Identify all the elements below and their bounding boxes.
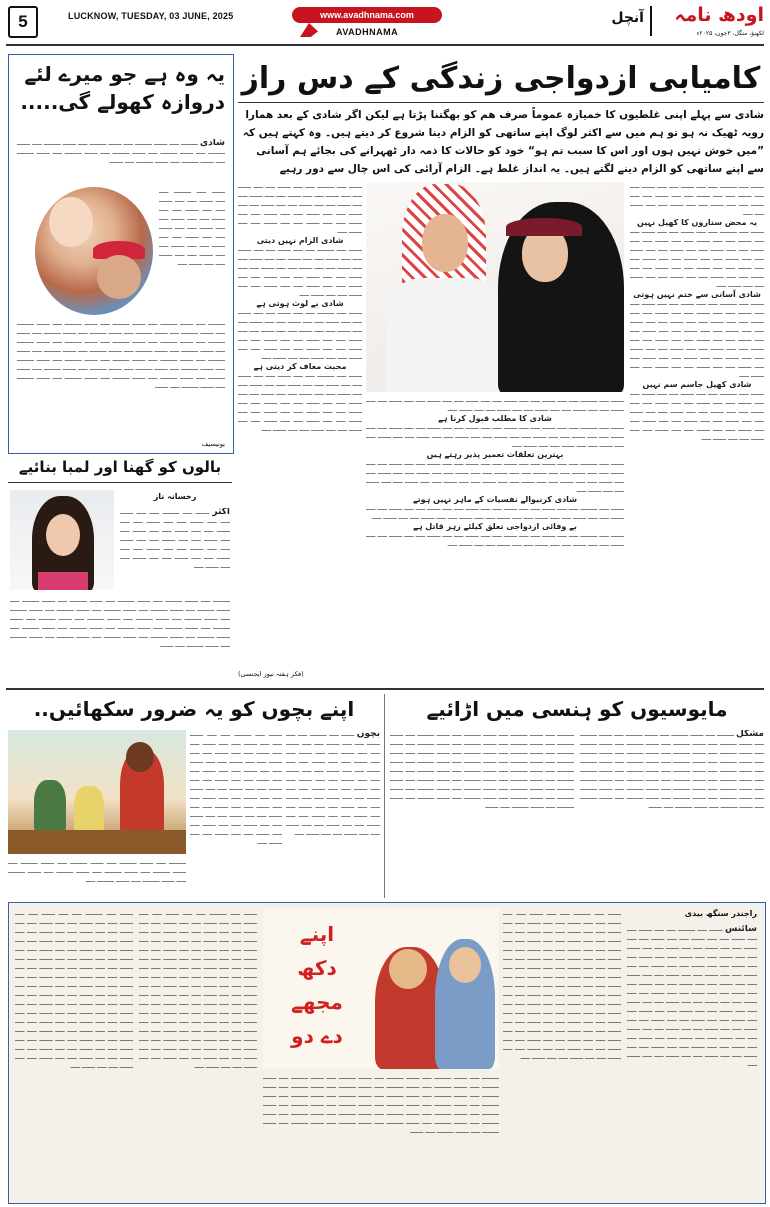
subhead-5: شادی کا مطلب قبول کرنا ہے (438, 414, 552, 423)
subhead-10: شادی کھیل جاسم سم نہیں (642, 380, 752, 389)
subhead-1: یہ محض ستاروں کا کھیل نہیں (637, 218, 757, 227)
masthead-divider (650, 6, 652, 36)
story-box (8, 902, 766, 1204)
logo-mark (300, 23, 318, 37)
brand-en: AVADHNAMA (336, 27, 399, 37)
story-title-line-4: دے دو (291, 1024, 343, 1048)
woman-face-1 (389, 949, 427, 989)
website-url: www.avadhnama.com (320, 10, 414, 20)
story-col-3: ـــــــــ ـــــ ـــــــ ـــــــــ ـــــ ـــــــ ـــــــــ ـــــ ـــــــ ـــــــــ ـــــ ـــــــ ـــــــــ ـــــ ـــــــ ـــــــــ ـــــ ـــــــ ـــــــــ ـــــ ـــــــ ـــــــــ ـــــ ـــــــ ـــــــــ ـــــ ـــــــ ـــــــــ ـــــ ـــــــ ـــــــــ ـــــ ـــــــ ـــــــــ ـــــ ـــــــ ـــــــــ ـــــ ـــــــ ـــــــــ ـــــ ـــــــ ـــــــــ ـــــ ـــــــ ـــــــــ ـــــ ـــــــ ـــــــــ ـــــ ـــــــ ـــــــــ ـــــ ـــــــ ـــــــــ ـــــ ـــــــ ـــــــــ ـــــ ـــــــ ـــــــــ ـــــ ـــــــ ـــــــــ ـــــ ـــــــ ـــــــــ ـــــ ـــــــ ـــــــــ ـــــ ـــــــ ـــــــــ ـــــ ـــــــ ـــــــــ ـــــ ـــــــ ـــــــــ ـــــ ـــــــ ـــــــــ ـــــ ـــــــ ـــــــــ ـــــ ـــــــ ـــــــــ ـــــ ـــــــ ـــــــــ ـــــ ـــــــ ـــــــــ ـــــ ـــــــ (263, 1073, 499, 1135)
child-figure-1 (34, 780, 66, 832)
hair-text-side: اکثر ـــــــ ـــــ ـــــــــ ـــــ ـــــ ـــــــ ـــــ ـــــ ـــــــ ـــــ ـــــ ـــــــ ـــــ ـــــ ـــــــ ـــــ ـــــ ـــــــ ـــــ ـــــ ـــــــ ـــــ ـــــ ـــــــ ـــــ ـــــ ـــــــ ـــــ ـــــ ـــــــ ـــــ ـــــ ـــــــ ـــــ ـــــ ـــــــ ـــــ ـــــ ـــــــ ـــــ ـــــ ـــــــ ـــــ ـــــ ـــــــ ـــــ ـــــ ـــــــ ـــــ (120, 508, 230, 570)
story-lead: سائنس (724, 925, 757, 934)
kids-col-2: بچوں ـــــــ ـــــ ـــــــــ ـــــ ـــــ ـــــــ ـــــ ـــــ ـــــــ ـــــ ـــــ ـــــــ ـــــ ـــــ ـــــــ ـــــ ـــــ ـــــــ ـــــ ـــــ ـــــــ ـــــ ـــــ ـــــــ ـــــ ـــــ ـــــــ ـــــ ـــــ ـــــــ ـــــ ـــــ ـــــــ ـــــ ـــــ ـــــــ ـــــ ـــــ ـــــــ ـــــ ـــــ ـــــــ ـــــ ـــــ ـــــــ ـــــ ـــــ ـــــــ ـــــ ـــــ ـــــــ ـــــ ـــــ ـــــــ ـــــ ـــــ ـــــــ ـــــ ـــــ ـــــــ ـــــ ـــــ ـــــــ ـــــ ـــــ ـــــــ ـــــ ـــــ ـــــــ ـــــ ـــــ ـــــــ ـــــ ـــــ ـــــــ ـــــ ـــــ ـــــــ ـــــ ـــــ ـــــــ ـــــ (286, 730, 380, 837)
subhead-7: شادی کرنیوالے نفسیات کے ماہر نہیں ہوتے (412, 495, 578, 504)
kids-photo (8, 730, 186, 854)
left-feature-box (8, 54, 234, 454)
story-title (267, 917, 367, 1053)
woman-face-2 (449, 947, 481, 983)
laugh-lead: مشکل (736, 730, 764, 739)
mother-head (126, 742, 154, 772)
man-robe (386, 278, 506, 392)
masthead: اودھ نامہ (674, 4, 764, 26)
hair-text-bottom: ـــــــــ ـــــ ـــــــ ـــــــــ ـــــ ـــــــ ـــــــــ ـــــ ـــــــ ـــــــــ ـــــ ـــــــ ـــــــــ ـــــ ـــــــ ـــــــــ ـــــ ـــــــ ـــــــــ ـــــ ـــــــ ـــــــــ ـــــ ـــــــ ـــــــــ ـــــ ـــــــ ـــــــــ ـــــ ـــــــ ـــــــــ ـــــ ـــــــ ـــــــــ ـــــ ـــــــ ـــــــــ ـــــ ـــــــ ـــــــــ ـــــ ـــــــ ـــــــــ ـــــ ـــــــ ـــــــــ ـــــ ـــــــ ـــــــــ ـــــ ـــــــ ـــــــــ ـــــ ـــــــ ـــــــــ ـــــ ـــــــ ـــــــــ ـــــ ـــــــ ـــــــــ ـــــ ـــــــ ـــــــــ ـــــ ـــــــ ـــــــــ ـــــ ـــــــ ـــــــــ ـــــ ـــــــ ـــــــــ ـــــ ـــــــ (10, 596, 230, 649)
hair-headline-rule (8, 482, 232, 483)
kids-lead: بچوں (356, 730, 380, 739)
main-headline-rule (238, 102, 764, 103)
page-header (0, 0, 770, 48)
left-box-text-bottom: ـــــــــ ـــــ ـــــــ ـــــــــ ـــــ ـــــــ ـــــــــ ـــــ ـــــــ ـــــــــ ـــــ ـــــــ ـــــــــ ـــــ ـــــــ ـــــــــ ـــــ ـــــــ ـــــــــ ـــــ ـــــــ ـــــــــ ـــــ ـــــــ ـــــــــ ـــــ ـــــــ ـــــــــ ـــــ ـــــــ ـــــــــ ـــــ ـــــــ ـــــــــ ـــــ ـــــــ ـــــــــ ـــــ ـــــــ ـــــــــ ـــــ ـــــــ ـــــــــ ـــــ ـــــــ ـــــــــ ـــــ ـــــــ ـــــــــ ـــــ ـــــــ ـــــــــ ـــــ ـــــــ ـــــــــ ـــــ ـــــــ ـــــــــ ـــــ ـــــــ ـــــــــ ـــــ ـــــــ ـــــــــ ـــــ ـــــــ ـــــــــ ـــــ ـــــــ ـــــــــ ـــــ ـــــــ ـــــــــ ـــــ ـــــــ ـــــــــ ـــــ ـــــــ ـــــــــ ـــــ ـــــــ ـــــــــ ـــــ ـــــــ ـــــــــ ـــــ ـــــــ ـــــــــ ـــــ ـــــــ ـــــــــ ـــــ ـــــــ ـــــــــ ـــــ ـــــــ ـــــــــ ـــــ ـــــــ (17, 319, 225, 390)
date-line: LUCKNOW, TUESDAY, 03 JUNE, 2025 (68, 11, 234, 21)
story-author: راجندر سنگھ بیدی (684, 909, 757, 918)
story-col-1: سائنس ـــــــ ـــــ ـــــــــ ـــــ ـــــ ـــــــ ـــــ ـــــ ـــــــ ـــــ ـــــ ـــــــ ـــــ ـــــ ـــــــ ـــــ ـــــ ـــــــ ـــــ ـــــ ـــــــ ـــــ ـــــ ـــــــ ـــــ ـــــ ـــــــ ـــــ ـــــ ـــــــ ـــــ ـــــ ـــــــ ـــــ ـــــ ـــــــ ـــــ ـــــ ـــــــ ـــــ ـــــ ـــــــ ـــــ ـــــ ـــــــ ـــــ ـــــ ـــــــ ـــــ ـــــ ـــــــ ـــــ ـــــ ـــــــ ـــــ ـــــ ـــــــ ـــــ ـــــ ـــــــ ـــــ ـــــ ـــــــ ـــــ ـــــ ـــــــ ـــــ ـــــ ـــــــ ـــــ ـــــ ـــــــ ـــــ ـــــ ـــــــ ـــــ ـــــ ـــــــ ـــــ ـــــ ـــــــ ـــــ ـــــ ـــــــ ـــــ ـــــ ـــــــ ـــــ ـــــ ـــــــ ـــــ ـــــ ـــــــ ـــــ ـــــ ـــــــ ـــــ ـــــ ـــــــ ـــــ ـــــ ـــــــ ـــــ ـــــ ـــــــ ـــــ ـــــ ـــــــ ـــــ ـــــ ـــــــ ـــــ ـــــ ـــــــ ـــــ ـــــ ـــــــ ـــــ ـــــ ـــــــ ـــــ ـــــ ـــــــ ـــــ ـــــ ـــــــ ـــــ ـــــ ـــــــ ـــــ ـــــ ـــــــ ـــــ ـــــ ـــــــ ـــــ ـــــ ـــــــ ـــــ ـــــ ـــــــ ـــــ ـــــ ـــــــ ـــــ ـــــ ـــــــ ـــــ (627, 925, 757, 1068)
left-box-lead: شادی (199, 139, 225, 148)
page-number-badge (8, 6, 38, 38)
story-title-line-1: اپنے (299, 922, 335, 946)
left-box-closing: یونیسیف (201, 440, 225, 448)
child-figure-2 (74, 786, 104, 832)
subhead-6: بہترین تعلقات تعمیر پذیر رہتے ہیں (426, 450, 564, 459)
couple-photo (366, 182, 624, 392)
left-box-headline-1: یہ وہ ہے جو میرے لئے (24, 62, 225, 86)
kids-col-1: ـــــــ ـــــ ـــــــــ ـــــ ـــــ ـــــــ ـــــ ـــــ ـــــــ ـــــ ـــــ ـــــــ ـــــ ـــــ ـــــــ ـــــ ـــــ ـــــــ ـــــ ـــــ ـــــــ ـــــ ـــــ ـــــــ ـــــ ـــــ ـــــــ ـــــ ـــــ ـــــــ ـــــ ـــــ ـــــــ ـــــ ـــــ ـــــــ ـــــ ـــــ ـــــــ ـــــ ـــــ ـــــــ ـــــ ـــــ ـــــــ ـــــ ـــــ ـــــــ ـــــ ـــــ ـــــــ ـــــ ـــــ ـــــــ ـــــ ـــــ ـــــــ ـــــ ـــــ ـــــــ ـــــ ـــــ ـــــــ ـــــ ـــــ ـــــــ ـــــ ـــــ ـــــــ ـــــ ـــــ ـــــــ ـــــ ـــــ ـــــــ ـــــ ـــــ ـــــــ ـــــ ـــــ ـــــــ ـــــ ـــــ ـــــــ ـــــ (190, 730, 282, 846)
story-col-4: ـــــــ ـــــ ـــــــــ ـــــ ـــــ ـــــــ ـــــ ـــــ ـــــــ ـــــ ـــــ ـــــــ ـــــ ـــــ ـــــــ ـــــ ـــــ ـــــــ ـــــ ـــــ ـــــــ ـــــ ـــــ ـــــــ ـــــ ـــــ ـــــــ ـــــ ـــــ ـــــــ ـــــ ـــــ ـــــــ ـــــ ـــــ ـــــــ ـــــ ـــــ ـــــــ ـــــ ـــــ ـــــــ ـــــ ـــــ ـــــــ ـــــ ـــــ ـــــــ ـــــ ـــــ ـــــــ ـــــ ـــــ ـــــــ ـــــ ـــــ ـــــــ ـــــ ـــــ ـــــــ ـــــ ـــــ ـــــــ ـــــ ـــــ ـــــــ ـــــ ـــــ ـــــــ ـــــ ـــــ ـــــــ ـــــ ـــــ ـــــــ ـــــ ـــــ ـــــــ ـــــ ـــــ ـــــــ ـــــ ـــــ ـــــــ ـــــ ـــــ ـــــــ ـــــ ـــــ ـــــــ ـــــ ـــــ ـــــــ ـــــ ـــــ ـــــــ ـــــ ـــــ ـــــــ ـــــ ـــــ ـــــــ ـــــ ـــــ ـــــــ ـــــ ـــــ ـــــــ ـــــ ـــــ ـــــــ ـــــ ـــــ ـــــــ ـــــ ـــــ ـــــــ ـــــ ـــــ ـــــــ ـــــ ـــــ ـــــــ ـــــ ـــــ ـــــــ ـــــ ـــــ ـــــــ ـــــ ـــــ ـــــــ ـــــ ـــــ ـــــــ ـــــ ـــــ ـــــــ ـــــ ـــــ ـــــــ ـــــ ـــــ ـــــــ ـــــ ـــــ ـــــــ ـــــ ـــــ ـــــــ ـــــ ـــــ ـــــــ ـــــ ـــــ ـــــــ ـــــ (139, 909, 257, 1070)
laugh-headline: مایوسیوں کو ہنسی میں اڑائیے (426, 697, 728, 721)
main-byline: (فکر ہفتہ نیوز ایجنسی) (238, 670, 304, 678)
section-name: آنچل (611, 10, 644, 26)
website-banner[interactable] (292, 7, 442, 23)
left-box-text-side: ـــــــ ـــــ ـــــــــ ـــــ ـــــ ـــــــ ـــــ ـــــ ـــــــ ـــــ ـــــ ـــــــ ـــــ ـــــ ـــــــ ـــــ ـــــ ـــــــ ـــــ ـــــ ـــــــ ـــــ ـــــ ـــــــ ـــــ ـــــ ـــــــ ـــــ ـــــ ـــــــ ـــــ ـــــ ـــــــ ـــــ ـــــ ـــــــ ـــــ ـــــ ـــــــ ـــــ ـــــ ـــــــ ـــــ (159, 187, 225, 267)
child-face (49, 197, 93, 247)
main-headline: کامیابی ازدواجی زندگی کے دس راز (241, 61, 761, 96)
left-box-text-top: شادی ـــــــــ ـــــ ـــــــ ـــــــــ ـــــ ـــــــ ـــــــــ ـــــ ـــــــ ـــــــــ ـــــ ـــــــ ـــــــــ ـــــ ـــــــ ـــــــــ ـــــ ـــــــ ـــــــــ ـــــ ـــــــ ـــــــــ ـــــ ـــــــ ـــــــــ ـــــ ـــــــ ـــــــــ ـــــ ـــــــ ـــــــــ ـــــ ـــــــ (17, 139, 225, 165)
laugh-col-left: ـــــــــ ـــــ ـــــــ ـــــــــ ـــــ ـــــــ ـــــــــ ـــــ ـــــــ ـــــــــ ـــــ ـــــــ ـــــــــ ـــــ ـــــــ ـــــــــ ـــــ ـــــــ ـــــــــ ـــــ ـــــــ ـــــــــ ـــــ ـــــــ ـــــــــ ـــــ ـــــــ ـــــــــ ـــــ ـــــــ ـــــــــ ـــــ ـــــــ ـــــــــ ـــــ ـــــــ ـــــــــ ـــــ ـــــــ ـــــــــ ـــــ ـــــــ ـــــــــ ـــــ ـــــــ ـــــــــ ـــــ ـــــــ ـــــــــ ـــــ ـــــــ ـــــــــ ـــــ ـــــــ ـــــــــ ـــــ ـــــــ ـــــــــ ـــــ ـــــــ ـــــــــ ـــــ ـــــــ ـــــــــ ـــــ ـــــــ ـــــــــ ـــــ ـــــــ ـــــــــ ـــــ ـــــــ ـــــــــ ـــــ ـــــــ ـــــــــ ـــــ ـــــــ ـــــــــ ـــــ ـــــــ ـــــــــ ـــــ ـــــــ ـــــــــ ـــــ ـــــــ ـــــــــ ـــــ ـــــــ ـــــــــ ـــــ ـــــــ ـــــــــ ـــــ ـــــــ ـــــــــ ـــــ ـــــــ ـــــــــ ـــــ ـــــــ (390, 730, 574, 810)
subhead-9: شادی آسانی سے ختم نہیں ہوتی (633, 290, 761, 299)
subhead-8: بے وفائی ازدواجی تعلق کیلئے زہر قاتل ہے (413, 522, 577, 531)
hair-article (8, 458, 232, 680)
kids-text-under-photo: ـــــــــ ـــــ ـــــــ ـــــــــ ـــــ ـــــــ ـــــــــ ـــــ ـــــــ ـــــــــ ـــــ ـــــــ ـــــــــ ـــــ ـــــــ ـــــــــ ـــــ ـــــــ ـــــــــ ـــــ ـــــــ ـــــــــ ـــــ ـــــــ ـــــــــ ـــــ ـــــــ ـــــــــ ـــــ (8, 858, 186, 884)
kids-headline: اپنے بچوں کو یہ ضرور سکھائیں.. (33, 697, 355, 721)
hair-byline: رخسانہ ناز (153, 492, 197, 501)
man-face-main (422, 214, 468, 272)
story-title-line-3: مجھے (291, 990, 343, 1014)
header-rule (6, 44, 764, 46)
main-col-left: ـــــــ ـــــ ـــــــــ ـــــ ـــــ ـــــــ ـــــ ـــــ ـــــــ ـــــ ـــــ ـــــــ ـــــ ـــــ ـــــــ ـــــ ـــــ ـــــــ ـــــ ـــــ ـــــــ ـــــ ـــــ ـــــــ ـــــ ـــــ ـــــــ ـــــ ـــــ ـــــــ ـــــ ـــــ ـــــــ ـــــ ـــــ ـــــــ ـــــ ـــــ ـــــــ ـــــ ـــــ ـــــــ ـــــ ـــــ ـــــــ ـــــ ـــــ ـــــــ ـــــ شادی الزام نہیں دیتی ـــــــ ـــــ ـــــــــ ـــــ ـــــ ـــــــ ـــــ ـــــ ـــــــ ـــــ ـــــ ـــــــ ـــــ ـــــ ـــــــ ـــــ ـــــ ـــــــ ـــــ ـــــ ـــــــ ـــــ ـــــ ـــــــ ـــــ ـــــ ـــــــ ـــــ ـــــ ـــــــ ـــــ ـــــ ـــــــ ـــــ ـــــ ـــــــ ـــــ ـــــ ـــــــ ـــــ ـــــ ـــــــ ـــــ ـــــ ـــــــ ـــــ ـــــ ـــــــ ـــــ ـــــ ـــــــ ـــــ شادی بے لوث ہوتی ہے ـــــــ ـــــ ـــــــــ ـــــ ـــــ ـــــــ ـــــ ـــــ ـــــــ ـــــ ـــــ ـــــــ ـــــ ـــــ ـــــــ ـــــ ـــــ ـــــــ ـــــ ـــــ ـــــــ ـــــ ـــــ ـــــــ ـــــ ـــــ ـــــــ ـــــ ـــــ ـــــــ ـــــ ـــــ ـــــــ ـــــ ـــــ ـــــــ ـــــ ـــــ ـــــــ ـــــ ـــــ ـــــــ ـــــ ـــــ ـــــــ ـــــ ـــــ ـــــــ ـــــ ـــــ ـــــــ ـــــ ـــــ ـــــــ ـــــ محبت معاف کر دیتی ہے ـــــــ ـــــ ـــــــــ ـــــ ـــــ ـــــــ ـــــ ـــــ ـــــــ ـــــ ـــــ ـــــــ ـــــ ـــــ ـــــــ ـــــ ـــــ ـــــــ ـــــ ـــــ ـــــــ ـــــ ـــــ ـــــــ ـــــ ـــــ ـــــــ ـــــ ـــــ ـــــــ ـــــ ـــــ ـــــــ ـــــ ـــــ ـــــــ ـــــ ـــــ ـــــــ ـــــ ـــــ ـــــــ ـــــ ـــــ ـــــــ ـــــ ـــــ ـــــــ ـــــ ـــــ ـــــــ ـــــ ـــــ ـــــــ ـــــ ـــــ ـــــــ ـــــ ـــــ ـــــــ ـــــ ـــــ ـــــــ ـــــ (238, 182, 362, 433)
story-col-5: ـــــــ ـــــ ـــــــــ ـــــ ـــــ ـــــــ ـــــ ـــــ ـــــــ ـــــ ـــــ ـــــــ ـــــ ـــــ ـــــــ ـــــ ـــــ ـــــــ ـــــ ـــــ ـــــــ ـــــ ـــــ ـــــــ ـــــ ـــــ ـــــــ ـــــ ـــــ ـــــــ ـــــ ـــــ ـــــــ ـــــ ـــــ ـــــــ ـــــ ـــــ ـــــــ ـــــ ـــــ ـــــــ ـــــ ـــــ ـــــــ ـــــ ـــــ ـــــــ ـــــ ـــــ ـــــــ ـــــ ـــــ ـــــــ ـــــ ـــــ ـــــــ ـــــ ـــــ ـــــــ ـــــ ـــــ ـــــــ ـــــ ـــــ ـــــــ ـــــ ـــــ ـــــــ ـــــ ـــــ ـــــــ ـــــ ـــــ ـــــــ ـــــ ـــــ ـــــــ ـــــ ـــــ ـــــــ ـــــ ـــــ ـــــــ ـــــ ـــــ ـــــــ ـــــ ـــــ ـــــــ ـــــ ـــــ ـــــــ ـــــ ـــــ ـــــــ ـــــ ـــــ ـــــــ ـــــ ـــــ ـــــــ ـــــ ـــــ ـــــــ ـــــ ـــــ ـــــــ ـــــ ـــــ ـــــــ ـــــ ـــــ ـــــــ ـــــ ـــــ ـــــــ ـــــ ـــــ ـــــــ ـــــ ـــــ ـــــــ ـــــ ـــــ ـــــــ ـــــ ـــــ ـــــــ ـــــ ـــــ ـــــــ ـــــ ـــــ ـــــــ ـــــ ـــــ ـــــــ ـــــ ـــــ ـــــــ ـــــ ـــــ ـــــــ ـــــ ـــــ ـــــــ ـــــ ـــــ ـــــــ ـــــ ـــــ ـــــــ ـــــ ـــــ ـــــــ ـــــ (15, 909, 133, 1070)
masthead-sub: لکھنؤ، منگل، ۳جون، ۲۰۲۵ء (696, 30, 764, 37)
column-divider (384, 694, 385, 898)
story-title-line-2: دکھ (297, 956, 337, 980)
story-col-2: ـــــــ ـــــ ـــــــــ ـــــ ـــــ ـــــــ ـــــ ـــــ ـــــــ ـــــ ـــــ ـــــــ ـــــ ـــــ ـــــــ ـــــ ـــــ ـــــــ ـــــ ـــــ ـــــــ ـــــ ـــــ ـــــــ ـــــ ـــــ ـــــــ ـــــ ـــــ ـــــــ ـــــ ـــــ ـــــــ ـــــ ـــــ ـــــــ ـــــ ـــــ ـــــــ ـــــ ـــــ ـــــــ ـــــ ـــــ ـــــــ ـــــ ـــــ ـــــــ ـــــ ـــــ ـــــــ ـــــ ـــــ ـــــــ ـــــ ـــــ ـــــــ ـــــ ـــــ ـــــــ ـــــ ـــــ ـــــــ ـــــ ـــــ ـــــــ ـــــ ـــــ ـــــــ ـــــ ـــــ ـــــــ ـــــ ـــــ ـــــــ ـــــ ـــــ ـــــــ ـــــ ـــــ ـــــــ ـــــ ـــــ ـــــــ ـــــ ـــــ ـــــــ ـــــ ـــــ ـــــــ ـــــ ـــــ ـــــــ ـــــ ـــــ ـــــــ ـــــ ـــــ ـــــــ ـــــ ـــــ ـــــــ ـــــ ـــــ ـــــــ ـــــ ـــــ ـــــــ ـــــ ـــــ ـــــــ ـــــ ـــــ ـــــــ ـــــ ـــــ ـــــــ ـــــ ـــــ ـــــــ ـــــ ـــــ ـــــــ ـــــ ـــــ ـــــــ ـــــ ـــــ ـــــــ ـــــ ـــــ ـــــــ ـــــ ـــــ ـــــــ ـــــ ـــــ ـــــــ ـــــ ـــــ ـــــــ ـــــ ـــــ ـــــــ ـــــ ـــــ ـــــــ ـــــ ـــــ ـــــــ ـــــ (503, 909, 621, 1061)
subhead-2: شادی الزام نہیں دیتی (256, 236, 344, 245)
section-rule-1 (6, 688, 764, 690)
left-box-photo (35, 187, 153, 315)
subhead-4: محبت معاف کر دیتی ہے (253, 362, 347, 371)
left-box-headline-2: دروازہ کھولے گی..... (20, 90, 225, 114)
kitchen-table (8, 830, 186, 854)
subhead-3: شادی بے لوث ہوتی ہے (256, 299, 344, 308)
man-face (97, 255, 141, 299)
main-col-right: ـــــــ ـــــ ـــــــــ ـــــ ـــــ ـــــــ ـــــ ـــــ ـــــــ ـــــ ـــــ ـــــــ ـــــ ـــــ ـــــــ ـــــ ـــــ ـــــــ ـــــ ـــــ ـــــــ ـــــ ـــــ ـــــــ ـــــ ـــــ ـــــــ ـــــ ـــــ ـــــــ ـــــ ـــــ یہ محض ستاروں کا کھیل نہیں ـــــــ ـــــ ـــــــــ ـــــ ـــــ ـــــــ ـــــ ـــــ ـــــــ ـــــ ـــــ ـــــــ ـــــ ـــــ ـــــــ ـــــ ـــــ ـــــــ ـــــ ـــــ ـــــــ ـــــ ـــــ ـــــــ ـــــ ـــــ ـــــــ ـــــ ـــــ ـــــــ ـــــ ـــــ ـــــــ ـــــ ـــــ ـــــــ ـــــ ـــــ ـــــــ ـــــ ـــــ ـــــــ ـــــ ـــــ ـــــــ ـــــ ـــــ ـــــــ ـــــ ـــــ ـــــــ ـــــ ـــــ ـــــــ ـــــ ـــــ ـــــــ ـــــ ـــــ ـــــــ ـــــ ـــــ ـــــــ ـــــ شادی آسانی سے ختم نہیں ہوتی ـــــــ ـــــ ـــــــــ ـــــ ـــــ ـــــــ ـــــ ـــــ ـــــــ ـــــ ـــــ ـــــــ ـــــ ـــــ ـــــــ ـــــ ـــــ ـــــــ ـــــ ـــــ ـــــــ ـــــ ـــــ ـــــــ ـــــ ـــــ ـــــــ ـــــ ـــــ ـــــــ ـــــ ـــــ ـــــــ ـــــ ـــــ ـــــــ ـــــ ـــــ ـــــــ ـــــ ـــــ ـــــــ ـــــ ـــــ ـــــــ ـــــ ـــــ ـــــــ ـــــ ـــــ ـــــــ ـــــ ـــــ ـــــــ ـــــ ـــــ ـــــــ ـــــ ـــــ ـــــــ ـــــ ـــــ ـــــــ ـــــ ـــــ ـــــــ ـــــ ـــــ ـــــــ ـــــ ـــــ ـــــــ ـــــ ـــــ ـــــــ ـــــ ـــــ ـــــــ ـــــ ـــــ ـــــــ ـــــ شادی کھیل جاسم سم نہیں ـــــــ ـــــ ـــــــــ ـــــ ـــــ ـــــــ ـــــ ـــــ ـــــــ ـــــ ـــــ ـــــــ ـــــ ـــــ ـــــــ ـــــ ـــــ ـــــــ ـــــ ـــــ ـــــــ ـــــ ـــــ ـــــــ ـــــ ـــــ ـــــــ ـــــ ـــــ ـــــــ ـــــ ـــــ ـــــــ ـــــ ـــــ ـــــــ ـــــ ـــــ ـــــــ ـــــ ـــــ ـــــــ ـــــ ـــــ ـــــــ ـــــ ـــــ ـــــــ ـــــ ـــــ ـــــــ ـــــ ـــــ ـــــــ ـــــ (630, 182, 764, 442)
woman-scarf (506, 218, 582, 236)
laugh-col-right: مشکل ـــــــــ ـــــ ـــــــ ـــــــــ ـــــ ـــــــ ـــــــــ ـــــ ـــــــ ـــــــــ ـــــ ـــــــ ـــــــــ ـــــ ـــــــ ـــــــــ ـــــ ـــــــ ـــــــــ ـــــ ـــــــ ـــــــــ ـــــ ـــــــ ـــــــــ ـــــ ـــــــ ـــــــــ ـــــ ـــــــ ـــــــــ ـــــ ـــــــ ـــــــــ ـــــ ـــــــ ـــــــــ ـــــ ـــــــ ـــــــــ ـــــ ـــــــ ـــــــــ ـــــ ـــــــ ـــــــــ ـــــ ـــــــ ـــــــــ ـــــ ـــــــ ـــــــــ ـــــ ـــــــ ـــــــــ ـــــ ـــــــ ـــــــــ ـــــ ـــــــ ـــــــــ ـــــ ـــــــ ـــــــــ ـــــ ـــــــ ـــــــــ ـــــ ـــــــ ـــــــــ ـــــ ـــــــ ـــــــــ ـــــ ـــــــ ـــــــــ ـــــ ـــــــ ـــــــــ ـــــ ـــــــ ـــــــــ ـــــ ـــــــ ـــــــــ ـــــ ـــــــ ـــــــــ ـــــ ـــــــ ـــــــــ ـــــ ـــــــ ـــــــــ ـــــ ـــــــ ـــــــــ ـــــ ـــــــ ـــــــــ ـــــ ـــــــ (580, 730, 764, 810)
hair-headline: بالوں کو گھنا اور لمبا بنائیے (18, 458, 222, 476)
hair-lead: اکثر (212, 508, 230, 517)
hair-photo (10, 490, 114, 590)
woman-face (46, 514, 80, 556)
woman-top (38, 572, 88, 590)
main-intro: شادی سے پہلے اپنی غلطیوں کا خمیازہ عموماً صرف ھم کو بھگتنا پڑتا ہے لیکن اگر شادی کے بعد ھمارا رویہ ٹھیک نہ ہو تو ہم میں سے اکثر لوگ اپنے ساتھی کو الزام دینا شروع کر دیتے ہیں۔ وہ کہتے ہیں کہ ”میں خوش نہیں ہوں اور اس کا سبب تم ہو“ خود کو حالات کا ذمہ دار ٹھہرانے کی بجائے ہم آسانی سے اپنے ساتھی کو الزام دینے لگتے ہیں۔ یہ انداز غلط ہے۔ الزام آرائی کی اس چال سے دور رہیے (242, 109, 764, 175)
main-col-center: ـــــــ ـــــ ـــــــــ ـــــ ـــــ ـــــــ ـــــ ـــــ ـــــــ ـــــ ـــــ ـــــــ ـــــ ـــــ ـــــــ ـــــ ـــــ ـــــــ ـــــ ـــــ ـــــــ ـــــ ـــــ ـــــــ ـــــ ـــــ ـــــــ ـــــ ـــــ ـــــــ ـــــ ـــــ ـــــــ ـــــ شادی کا مطلب قبول کرنا ہے ـــــــ ـــــ ـــــــــ ـــــ ـــــ ـــــــ ـــــ ـــــ ـــــــ ـــــ ـــــ ـــــــ ـــــ ـــــ ـــــــ ـــــ ـــــ ـــــــ ـــــ ـــــ ـــــــ ـــــ ـــــ ـــــــ ـــــ ـــــ ـــــــ ـــــ ـــــ ـــــــ ـــــ ـــــ ـــــــ ـــــ ـــــ ـــــــ ـــــ ـــــ ـــــــ ـــــ ـــــ ـــــــ ـــــ ـــــ ـــــــ ـــــ ـــــ ـــــــ ـــــ بہترین تعلقات تعمیر پذیر رہتے ہیں ـــــــ ـــــ ـــــــــ ـــــ ـــــ ـــــــ ـــــ ـــــ ـــــــ ـــــ ـــــ ـــــــ ـــــ ـــــ ـــــــ ـــــ ـــــ ـــــــ ـــــ ـــــ ـــــــ ـــــ ـــــ ـــــــ ـــــ ـــــ ـــــــ ـــــ ـــــ ـــــــ ـــــ ـــــ ـــــــ ـــــ ـــــ ـــــــ ـــــ ـــــ ـــــــ ـــــ ـــــ ـــــــ ـــــ ـــــ ـــــــ ـــــ ـــــ ـــــــ ـــــ ـــــ ـــــــ ـــــ ـــــ ـــــــ ـــــ ـــــ ـــــــ ـــــ ـــــ ـــــــ ـــــ ـــــ ـــــــ ـــــ شادی کرنیوالے نفسیات کے ماہر نہیں ہوتے ـــــــ ـــــ ـــــــــ ـــــ ـــــ ـــــــ ـــــ ـــــ ـــــــ ـــــ ـــــ ـــــــ ـــــ ـــــ ـــــــ ـــــ ـــــ ـــــــ ـــــ ـــــ ـــــــ ـــــ ـــــ ـــــــ ـــــ ـــــ ـــــــ ـــــ ـــــ ـــــــ ـــــ ـــــ ـــــــ ـــــ ـــــ ـــــــ ـــــ ـــــ ـــــــ ـــــ بے وفائی ازدواجی تعلق کیلئے زہر قاتل ہے ـــــــ ـــــ ـــــــــ ـــــ ـــــ ـــــــ ـــــ ـــــ ـــــــ ـــــ ـــــ ـــــــ ـــــ ـــــ ـــــــ ـــــ ـــــ ـــــــ ـــــ ـــــ ـــــــ ـــــ ـــــ ـــــــ ـــــ ـــــ ـــــــ ـــــ ـــــ ـــــــ ـــــ ـــــ ـــــــ ـــــ (366, 396, 624, 548)
page-number: 5 (18, 12, 28, 31)
story-illustration (263, 909, 499, 1069)
